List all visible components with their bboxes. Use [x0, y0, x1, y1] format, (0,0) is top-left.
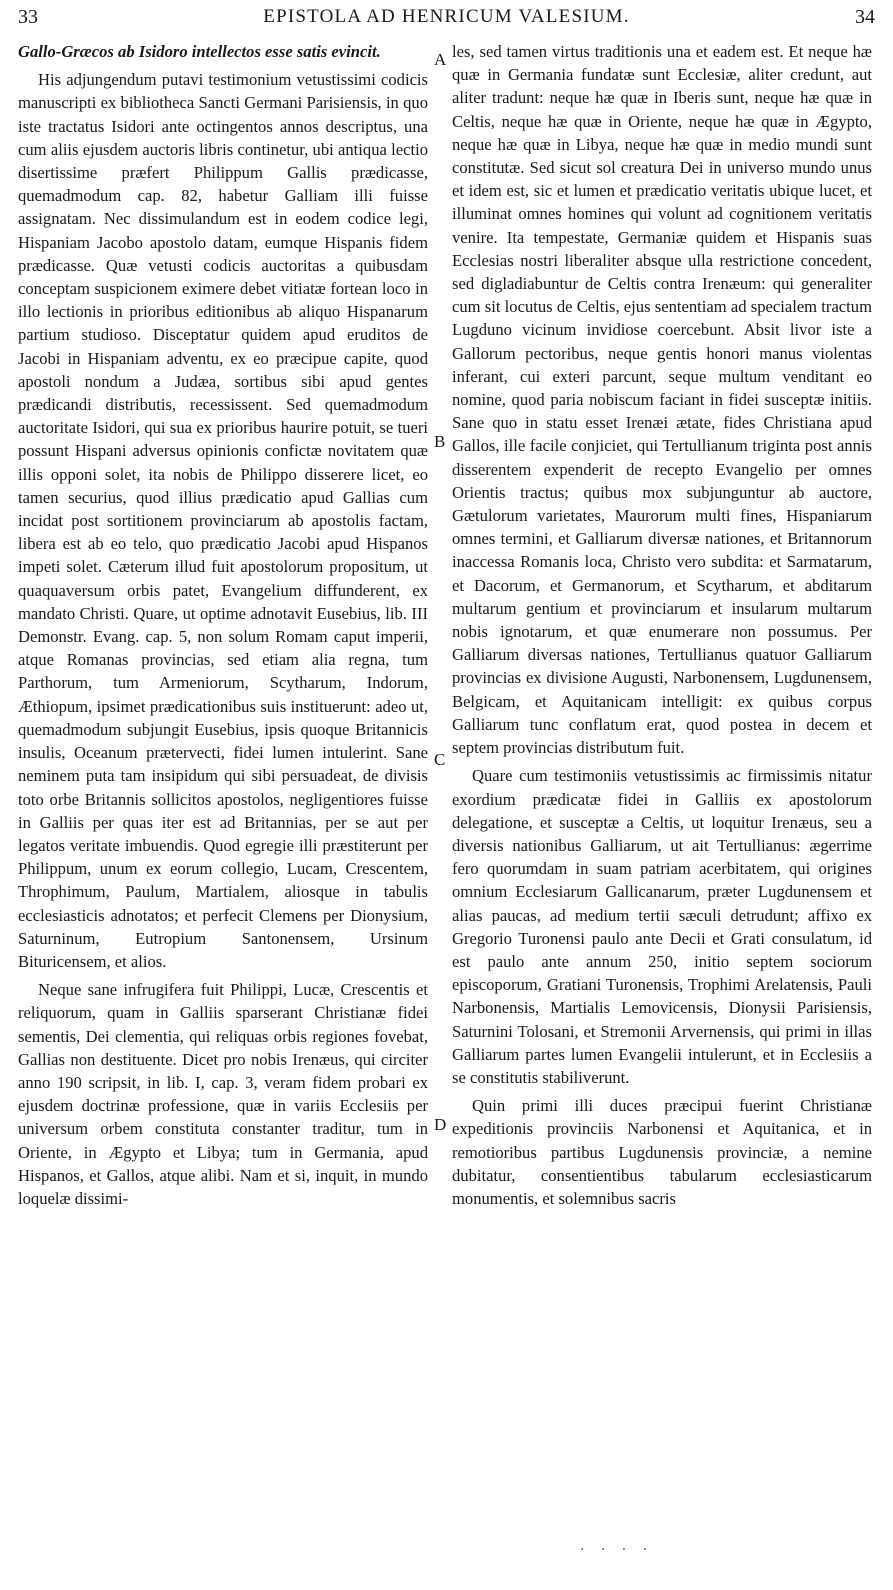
left-column [18, 40, 428, 1210]
margin-marker-b: B [434, 432, 446, 451]
right-column [452, 40, 872, 1210]
left-paragraph-2: Neque sane infrugifera fuit Philippi, Lucæ, Crescentis et reliquorum, quam in Galliis sparserant Christianæ fidei sementis, Dei clementia, qui reliquas orbis regiones fovebat, Gallias non destituente. Dicet pro nobis Irenæus, qui circiter anno 190 scripsit, in lib. I, cap. 3, veram fidem probari ex ejusdem doctrinæ professione, quæ in variis Ecclesiis per universum orbem constituta constanter traditur, tum in Oriente, in Ægypto et Libya; tum in Germania, apud Hispanos, et Gallos, atque alibi. Nam et si, inquit, in mundo loquelæ dissimi- [18, 980, 428, 1208]
margin-marker-d: D [434, 1115, 447, 1134]
running-header [18, 6, 875, 32]
left-paragraph-0: Gallo-Græcos ab Isidoro intellectos esse satis evincit. [18, 42, 381, 61]
right-paragraph-0: les, sed tamen virtus traditionis una et eadem est. Et neque hæ quæ in Germania fundatæ sunt Ecclesiæ, aliter credunt, aut aliter tradunt: neque hæ quæ in Iberis sunt, neque hæ quæ in Celtis, neque hæ quæ in Oriente, neque hæ quæ in Ægypto, neque hæ quæ in Libya, neque hæ quæ in medio mundi sunt constitutæ. Sed sicut sol creatura Dei in universo mundo unus et idem est, sic et lumen et prædicatio veritatis ubique lucet, et illuminat omnes homines qui volunt ad cognitionem veritatis venire. Ita tempestate, Germaniæ quidem et Hispanis suas Ecclesias nostri liberaliter absque ulla restrictione concedent, sed digladiabuntur de Celtis contra Irenæum: qui generaliter cum sit locutus de Celtis, ejus sententiam ad specialem tractum Lugduno vicinum invidiose coercebunt. Absit livor iste a Gallorum pectoribus, neque gentis honori manus violentas inferant, cui exteri parcunt, seque multum venditant eo nomine, quod paria nobiscum faciant in fidei susceptæ initiis. Sane quo in statu esset Irenæi ætate, fides Christiana apud Gallos, ille facile conjiciet, qui Tertullianum triginta post annis disserentem expenderit de recepto Evangelio per omnes Orientis tractus; quibus mox subjunguntur ab auctore, Gætulorum varietates, Maurorum multi fines, Hispaniarum omnes termini, et Galliarum diversæ nationes, et Britannorum inaccessa Romanis loca, Christo vero subdita: et Sarmatarum, et Dacorum, et Germanorum, et Scytharum, et abditarum multarum gentium et provinciarum et insularum multarum nobis ignotarum, et quæ enumerare non possumus. Per Galliarum diversas nationes, Tertullianus quatuor Galliarum provincias ex divisione Augusti, Narbonensem, Lugdunensem, Belgicam, et Aquitanicam intelligit: ex quibus corpus Galliarum tunc conflatum erat, quod postea in decem et septem provincias distributum fuit. [452, 42, 872, 758]
margin-marker-c: C [434, 750, 446, 769]
running-title: EPISTOLA AD HENRICUM VALESIUM. [263, 6, 630, 27]
left-page-number: 33 [18, 6, 38, 28]
footer-dots-decoration: · · · · [580, 1542, 654, 1558]
right-paragraph-1: Quare cum testimoniis vetustissimis ac firmissimis nitatur exordium prædicatæ fidei in Galliis ex apostolorum delegatione, et susceptæ a Celtis, ut loquitur Irenæus, seu a diversis nationibus Galliarum, ut ait Tertullianus: ægerrime fero quorumdam in suam patriam acerbitatem, qui origines omnium Ecclesiarum Gallicanarum, præter Lugdunensem et alias paucas, ad medium tertii sæculi detrudunt; affixo ex Gregorio Turonensi paulo ante Decii et Grati consulatum, id est paulo ante annum 250, initio septem sociorum episcoporum, Gratiani Turonensis, Trophimi Arelatensis, Pauli Narbonensis, Martialis Lemovicensis, Dionysii Parisiensis, Saturnini Tolosani, et Stremonii Arvernensis, qui primi in illas Galliarum partes lumen Evangelii intulerunt, et in Ecclesiis a se constitutis stabiliverunt. [452, 766, 872, 1087]
right-paragraph-2: Quin primi illi duces præcipui fuerint Christianæ expeditionis provinciis Narbonensi et Aquitanica, et in remotioribus partibus Lugdunensis provinciæ, a nemine dubitatur, consentientibus tabularum ecclesiasticarum monumentis, et solemnibus sacris [452, 1096, 872, 1208]
right-page-number: 34 [855, 6, 875, 28]
margin-marker-a: A [434, 50, 447, 69]
left-paragraph-1: His adjungendum putavi testimonium vetustissimi codicis manuscripti ex bibliotheca Sancti Germani Parisiensis, in quo iste tractatus Isidori ante octingentos annos descriptus, una cum aliis ejusdem auctoris libris continetur, ubi antiqua lectio disertissime præfert Philippum Gallis prædicasse, quemadmodum cap. 82, habetur Galliam illi fuisse assignatam. Nec dissimulandum est in eodem codice legi, Hispaniam Jacobo apostolo datam, eumque Hispanis fidem prædicasse. Quæ vetusti codicis auctoritas a quibusdam conceptam suspicionem eximere debet vitiatæ fortean loco in illo lectionis in prioribus editionibus ab aliquo Hispanarum partium studioso. Disceptatur quidem apud eruditos de Jacobi in Hispaniam adventu, ex eo præcipue capite, quod apostoli nondum a Judæa, sortibus sibi apud gentes prædicandi distributis, recessissent. Sed quemadmodum auctoritate Isidori, qui sua ex prioribus haurire potuit, se tueri possunt Hispani adversus opinionis confictæ novitatem quæ illis opponi solet, ita nobis de Philippo disserere licet, eo tamen securius, quod illius prædicatio apud Gallias cum incidat post sortitionem provinciarum ab apostolis factam, libera est ab eo telo, quo prædicatio Jacobi apud Hispanos impeti solet. Cæterum illud fuit apostolorum propositum, ut quaquaversum orbis patet, Evangelium diffunderent, ex mandato Christi. Quare, ut optime adnotavit Eusebius, lib. III Demonstr. Evang. cap. 5, non solum Romam caput imperii, atque Romanas provincias, sed etiam alia regna, tum Parthorum, tum Armeniorum, Scytharum, Indorum, Æthiopum, ipsimet prædicationibus suis instituerunt: adeo ut, quemadmodum subjungit Eusebius, ipsis quoque Britannicis insulis, Oceanum prætervecti, fidei lumen intulerint. Sane neminem puta tam insipidum qui sibi persuadeat, de divisis toto orbe Britannis sollicitos apostolos, negligentiores fuisse in Galliis per quas iter est ad Britannias, per se aut per legatos veritate imbuendis. Quod egregie illi præstiterunt per Philippum, unum ex eorum collegio, Lucam, Crescentem, Throphimum, Paulum, Martialem, aliosque in tabulis ecclesiasticis adnotatos; et perfecit Clemens per Dionysium, Saturninum, Eutropium Santonensem, Ursinum Bituricensem, et alios. [18, 70, 428, 971]
